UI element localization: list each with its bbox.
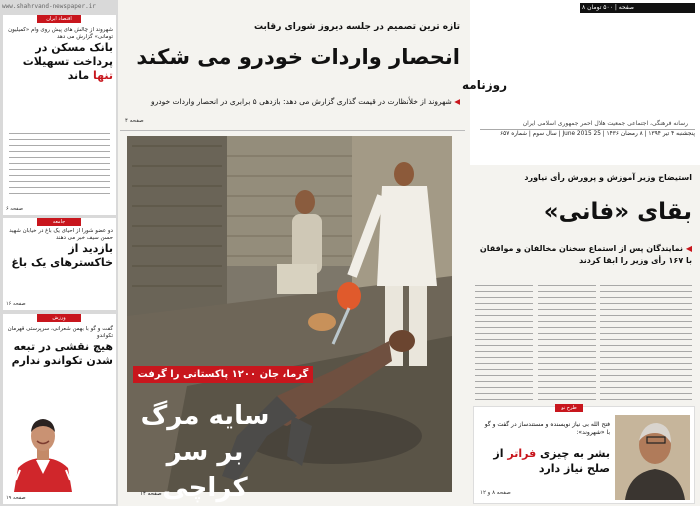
interview-supertitle: فتح الله بی نیاز نویسنده و مستندساز در گفت و گو با «شهروند»: [484,421,610,436]
publisher-line: رسانه فرهنگی، اجتماعی جمعیت هلال احمر جمهوری اسلامی ایران [522,120,688,127]
interview-headline: بشر به چیزی فراتر از صلح نیاز دارد [493,447,610,475]
top-story-lead: ◀ شهروند از خلأنظارت در قیمت گذاری گزارش می دهد: بازدهی ۵ برابری در انحصار واردات خودرو [151,97,460,106]
bullet-arrow-icon: ◀ [454,97,460,106]
box-headline: بازدید از خاکسترهای یک باغ [11,242,113,269]
interviewee-photo [615,415,690,500]
rooznameh-label: روزنامه [462,78,507,92]
right-story-lead: ◀ نمایندگان پس از استماع سخنان مخالفان و موافقان با ۱۶۷ رأی وزیر را ابقا کردند [479,244,692,265]
body-text-lines [9,133,110,195]
top-story-headline[interactable]: انحصار واردات خودرو می شکند [136,45,460,69]
photo-story-banner: گرما، جان ۱۲۰۰ پاکستانی را گرفت [133,366,313,383]
body-column-3 [475,285,533,405]
box-supertitle: گفت و گو با بهمن شعرانی، سرپرستی قهرمان تکواندو [7,326,113,339]
photo-story-page-ref: صفحه ۱۴ [140,491,162,497]
body-column-2 [538,285,596,405]
box-headline: بانک مسکن در پرداخت تسهیلات تنها ماند [22,41,113,82]
box-headline: هیچ نقشی در تبعه شدن تکواندو ندارم [11,340,113,367]
box-supertitle: دو عضو شورا از احیای یک باغ در خیابان شهید حسن سیف خبر می دهند [9,228,113,241]
website-url: www.shahrvand-newspaper.ir [2,3,96,10]
society-box[interactable] [3,218,116,310]
top-story-page-ref: صفحه ۴ [125,118,144,124]
page-ref: صفحه ۱۹ [6,495,26,501]
interview-page-ref: صفحه ۸ و ۱۲ [480,490,511,496]
price-text: ۸ صفحه | ۵۰۰ تومان [582,4,634,11]
right-story-headline[interactable]: بقای «فانی» [543,199,692,225]
newspaper-logo[interactable] [496,22,686,132]
photo-story-headline[interactable]: سایه مرگ بر سر کراچی [140,401,270,503]
page-ref: صفحه ۶ [6,206,23,212]
section-tag: ورزش [37,314,81,322]
divider [120,130,465,131]
section-tag: جامعه [37,218,81,226]
economy-box[interactable] [3,15,116,215]
athlete-photo [8,408,78,492]
top-story-supertitle: تازه ترین تصمیم در جلسه دیروز شورای رقابت [254,22,460,32]
body-column-1 [600,285,692,405]
page-ref: صفحه ۱۶ [6,301,26,307]
section-tag: طرح نو [555,404,583,412]
box-supertitle: شهروند از چالش های پیش روی وام «کمیلیون تومانی» گزارش می دهد [8,27,113,40]
dateline: پنجشنبه ۴ تیر ۱۳۹۴ | ۸ رمضان ۱۴۳۶ | 25 June 2015 | سال سوم | شماره ۶۵۷ [480,129,695,139]
bullet-arrow-icon: ◀ [685,244,692,253]
section-tag: اقتصاد ایران [37,15,81,23]
right-story-supertitle: استیضاح وزیر آموزش و پرورش رأی نیاورد [524,173,692,182]
